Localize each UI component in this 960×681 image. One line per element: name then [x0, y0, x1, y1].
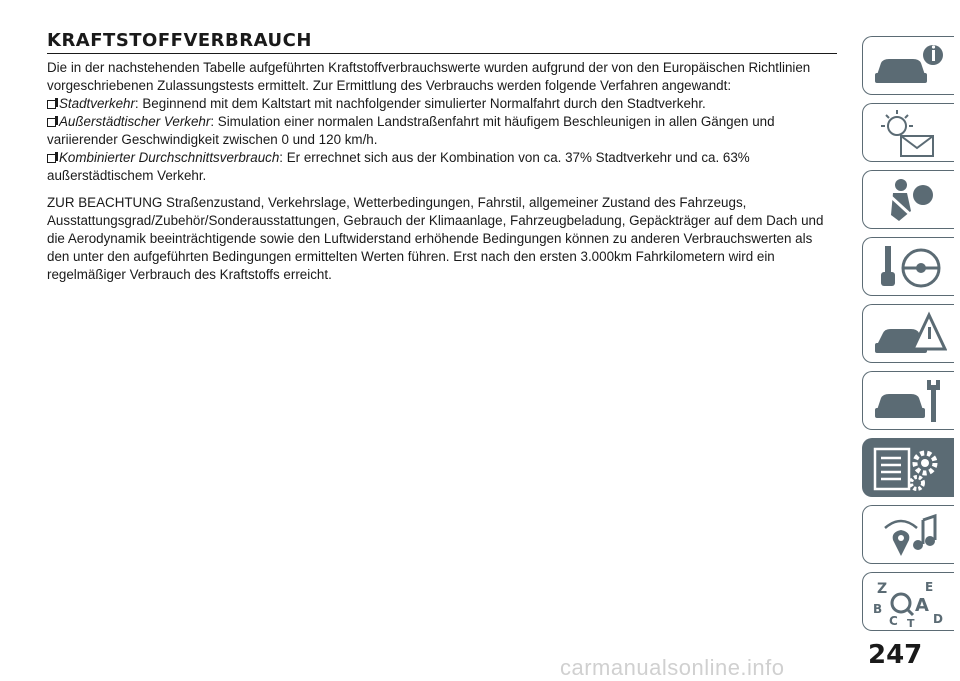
svg-text:Z: Z	[877, 581, 888, 597]
technical-data-gears-icon	[871, 443, 947, 493]
key-steering-wheel-icon	[871, 242, 947, 292]
note-paragraph: ZUR BEACHTUNG Straßenzustand, Verkehrslage, Wetterbedingungen, Fahrstil, allgemeiner Zustand des Fahrzeugs, Ausstattungsgrad/Zubehör/Sonderausstattungen, Gebrauch der Klimaanlage, Fahrzeugbeladung, Gepäckträger auf dem Dach und die Aerodynamik beeinträchtigende sowie den Luftwiderstand erhöhende Bedingungen können zu anderen Verbrauchswerten als den unter den aufgeführten Bedingungen ermittelten Werten führen. Erst nach den ersten 3.000km Fahrkilometern wird ein regelmäßiger Verbrauch des Kraftstoffs erreicht.	[47, 195, 824, 282]
tab-multimedia[interactable]	[862, 505, 954, 564]
list-item	[47, 95, 837, 113]
bullet-term: Kombinierter Durchschnittsverbrauch	[59, 150, 280, 165]
svg-text:C: C	[889, 614, 898, 627]
bullet-text: : Simulation einer normalen Landstraßenfahrt mit häufigem Beschleunigen in allen Gängen und variierender Geschwindigkeit zwischen 0 und 120 km/h.	[47, 114, 775, 147]
svg-text:E: E	[925, 580, 934, 594]
bullet-text: : Er errechnet sich aus der Kombination von ca. 37% Stadtverkehr und ca. 63% außerstädtischem Verkehr.	[47, 150, 750, 183]
bullet-icon	[47, 100, 56, 109]
page-number: 247	[868, 640, 923, 670]
alphabetical-index-icon	[871, 577, 947, 627]
multimedia-music-icon	[871, 510, 947, 560]
intro-paragraph: Die in der nachstehenden Tabelle aufgeführten Kraftstoffverbrauchswerte wurden aufgrund der von den Europäischen Richtlinien vorgeschriebenen Zulassungstests ermittelt. Zur Ermittlung des Verbrauchs werden folgende Verfahren angewandt:	[47, 60, 811, 93]
bullet-term: Stadtverkehr	[59, 96, 135, 111]
tab-safety[interactable]	[862, 170, 954, 229]
warning-light-message-icon	[871, 108, 947, 158]
bullet-text: : Beginnend mit dem Kaltstart mit nachfolgender simulierter Normalfahrt durch den Stadtverkehr.	[134, 96, 706, 111]
car-service-wrench-icon	[871, 376, 947, 426]
svg-text:A: A	[915, 595, 929, 616]
tab-technical-data[interactable]	[862, 438, 954, 497]
tab-index[interactable]	[862, 572, 954, 631]
bullet-icon	[47, 154, 56, 163]
bullet-icon	[47, 118, 56, 127]
tab-maintenance[interactable]	[862, 371, 954, 430]
tab-car-info[interactable]	[862, 36, 954, 95]
list-item	[47, 149, 837, 185]
tab-warning-lights[interactable]	[862, 103, 954, 162]
svg-text:D: D	[933, 612, 943, 626]
main-content	[47, 30, 837, 284]
car-info-icon	[871, 41, 947, 91]
svg-text:B: B	[873, 602, 883, 616]
seatbelt-airbag-icon	[871, 175, 947, 225]
breakdown-warning-triangle-icon	[871, 309, 947, 359]
svg-text:T: T	[907, 617, 915, 627]
watermark: carmanualsonline.info	[560, 655, 785, 680]
bullet-term: Außerstädtischer Verkehr	[59, 114, 211, 129]
list-item	[47, 113, 837, 149]
tab-emergency[interactable]	[862, 304, 954, 363]
tab-starting-driving[interactable]	[862, 237, 954, 296]
page-title: KRAFTSTOFFVERBRAUCH	[47, 30, 837, 54]
